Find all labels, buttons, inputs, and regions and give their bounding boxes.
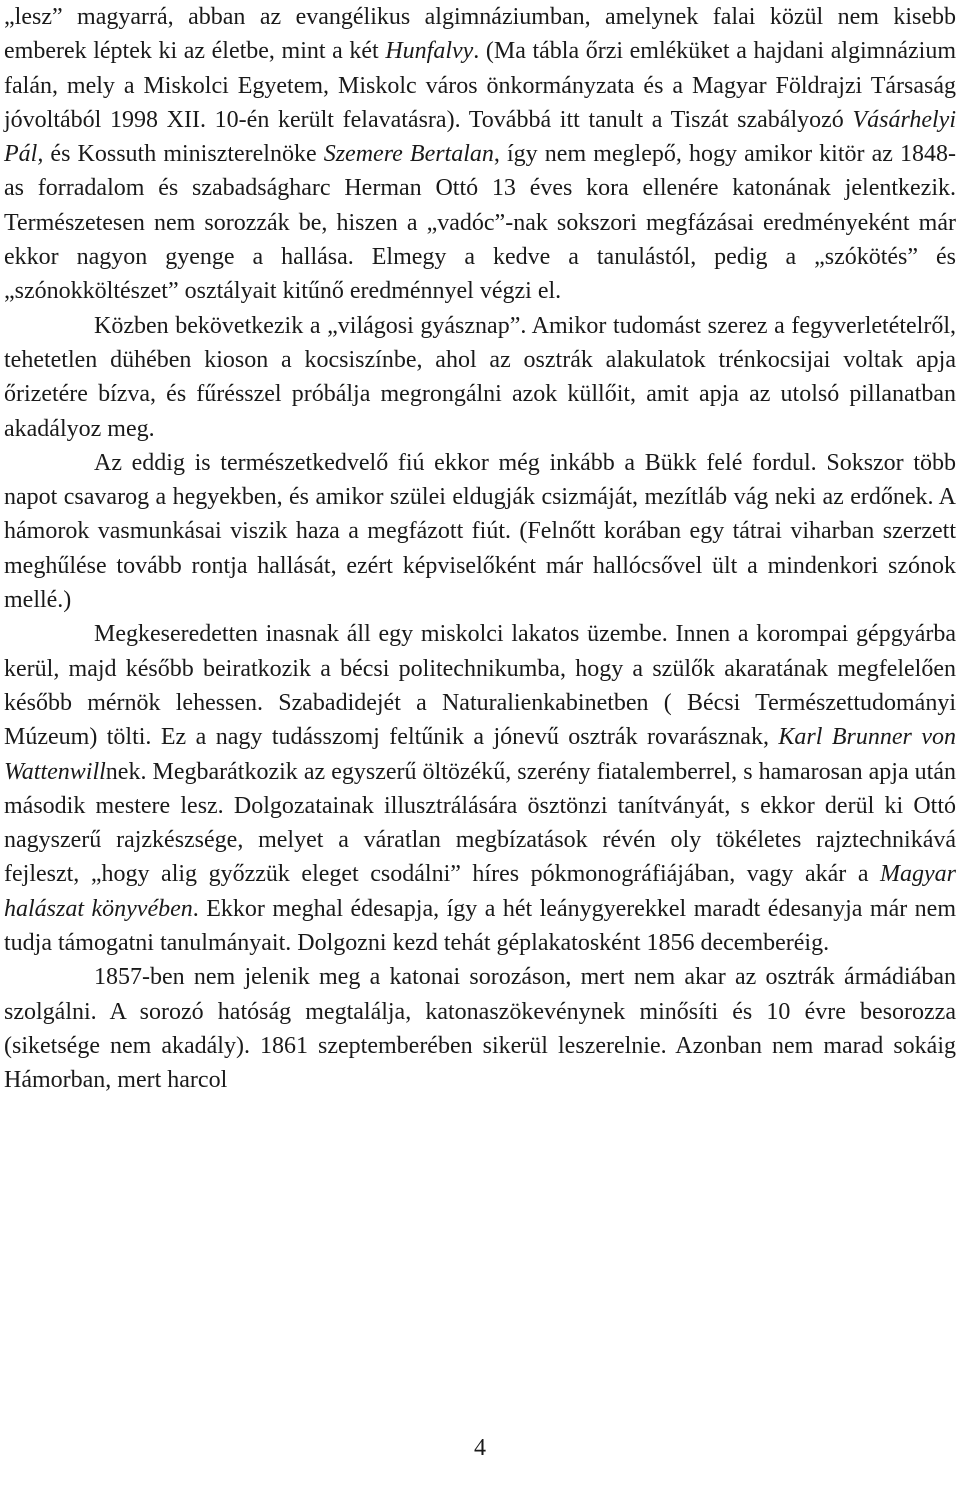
text-run: , így nem meglepő, hogy amikor kitör az 1848-as forradalom és szabadságharc Herman Ottó 13 éves kora ellenére katonának jelentkezik. Természetesen nem sorozzák be, hiszen a „vadóc”-nak sokszori megfázásai eredményeként már ekkor nagyon gyenge a hallása. Elmegy a kedve a tanulástól, pedig a „szókötés” és „szónokköltészet” osztályait kitűnő eredménnyel végzi el. bbox=[4, 141, 957, 305]
text-run: . Ekkor meghal édesapja, így a hét leánygyerekkel maradt édesanyja már nem tudja támogatni tanulmányait. Dolgozni kezd tehát géplakatosként 1856 decemberéig. bbox=[4, 895, 957, 957]
text-run: nek. Megbarátkozik az egyszerű öltözékű, szerény fiatalemberrel, s hamarosan apja után második mestere lesz. Dolgozatainak illusztrálására ösztönzi tanítványát, s ekkor derül ki Ottó nagyszerű rajzkészsége, melyet a váratlan megbízatások révén oly tökéletes rajztechnikává fejleszt, „hogy alig győzzük eleget csodálni” híres pókmonográfiájában, vagy akár a bbox=[4, 758, 956, 888]
paragraph-1 bbox=[4, 0, 956, 309]
text-run: 1857-ben nem jelenik meg a katonai sorozáson, mert nem akar az osztrák ármádiában szolgálni. A sorozó hatóság megtalálja, katonaszökevénynek minősíti és 10 évre besorozza (siketsége nem akadály). 1861 szeptemberében sikerül leszerelnie. Azonban nem marad sokáig Hámorban, mert harcol bbox=[4, 964, 956, 1094]
text-run: Közben bekövetkezik a „világosi gyásznap”. Amikor tudomást szerez a fegyverletételről, tehetetlen dühében kioson a kocsiszínbe, ahol az osztrák alakulatok trénkocsijai voltak apja őrizetére bízva, és fűrésszel próbálja megrongálni azok küllőit, amit apja az utolsó pillanatban akadályoz meg. bbox=[4, 312, 956, 442]
paragraph-4 bbox=[4, 617, 956, 960]
text-run: Megkeseredetten inasnak áll egy miskolci lakatos üzembe. Innen a korompai gépgyárba kerül, majd később beiratkozik a bécsi politechnikumba, hogy a szülők akaratának megfelelően később mérnök lehessen. Szabadidejét a Naturalienkabinetben ( Bécsi Természettudományi Múzeum) tölti. Ez a nagy tudásszomj feltűnik a jónevű osztrák rovarásznak, bbox=[4, 621, 956, 751]
paragraph-2 bbox=[4, 309, 956, 446]
document-body bbox=[4, 0, 956, 1098]
italic-name-vasarhelyi: Vásárhelyi Pál, bbox=[4, 106, 956, 168]
italic-name-szemere: Szemere Bertalan bbox=[323, 141, 494, 168]
paragraph-5 bbox=[4, 960, 956, 1097]
paragraph-3 bbox=[4, 446, 956, 617]
italic-book-title: Magyar halászat könyvében bbox=[4, 861, 956, 922]
text-run: Az eddig is természetkedvelő fiú ekkor még inkább a Bükk felé fordul. Sokszor több napot csavarog a hegyekben, és amikor szülei eldugják csizmáját, mezítláb vág neki az erdőnek. A hámorok vasmunkásai viszik haza a megfázott fiút. (Felnőtt korában egy tátrai viharban szerzett meghűlése tovább rontja hallását, ezért képviselőként már hallócsővel ült a mindenkori szónok mellé.) bbox=[4, 449, 956, 614]
text-run: „lesz” magyarrá, abban az evangélikus algimnáziumban, amelynek falai közül nem kisebb emberek léptek ki az életbe, mint a két bbox=[4, 4, 956, 65]
text-run: . (Ma tábla őrzi emléküket a hajdani algimnázium falán, mely a Miskolci Egyetem, Miskolc város önkormányzata és a Magyar Földrajzi Társaság jóvoltából 1998 XII. 10-én került felavatásra). Továbbá itt tanult a Tiszát szabályozó bbox=[4, 38, 956, 133]
page-number: 4 bbox=[474, 1435, 486, 1461]
text-run: és Kossuth miniszterelnöke bbox=[43, 141, 324, 168]
italic-name-brunner: Karl Brunner von Wattenwill bbox=[4, 724, 956, 785]
italic-name-hunfalvy: Hunfalvy bbox=[385, 38, 474, 65]
